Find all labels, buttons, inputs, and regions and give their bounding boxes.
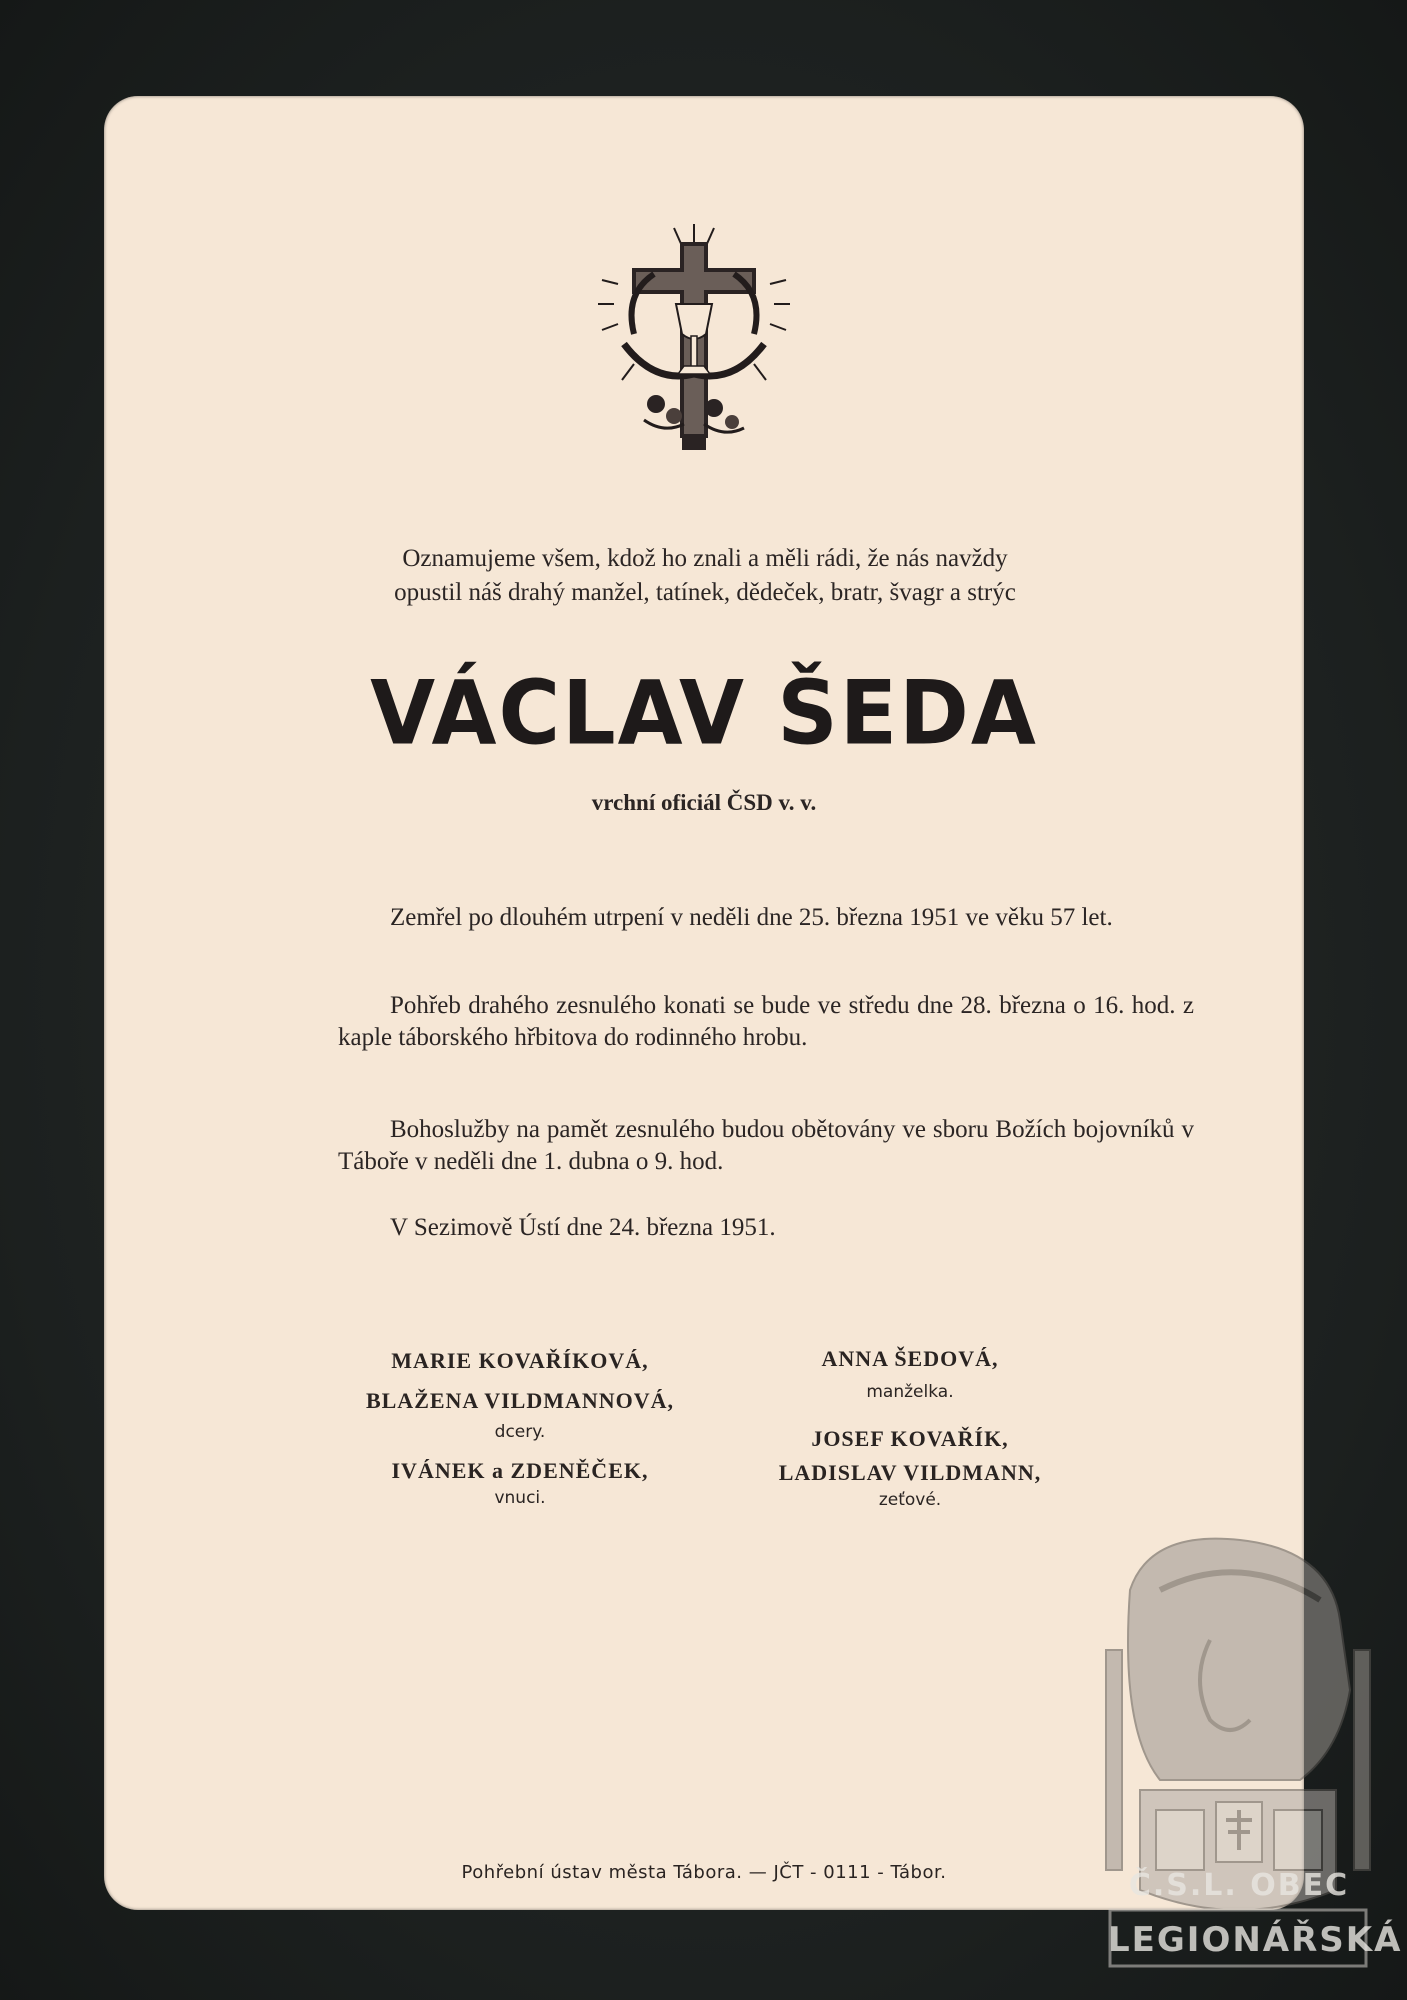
intro-line-1: Oznamujeme všem, kdož ho znali a měli rádi, že nás navždy xyxy=(402,545,1008,572)
signature-role: manželka. xyxy=(866,1382,954,1402)
intro-line-2: opustil náš drahý manžel, tatínek, dědeček, bratr, švagr a strýc xyxy=(394,579,1016,606)
signature-name: IVÁNEK a ZDENĚČEK, xyxy=(391,1458,649,1483)
deceased-title: vrchní oficiál ČSD v. v. xyxy=(591,790,817,815)
signature-name: ANNA ŠEDOVÁ, xyxy=(821,1346,999,1371)
place-date-text: V Sezimově Ústí dne 24. března 1951. xyxy=(390,1214,776,1241)
signature-name: BLAŽENA VILDMANNOVÁ, xyxy=(365,1388,675,1413)
signature-name: LADISLAV VILDMANN, xyxy=(778,1460,1042,1485)
death-text: Zemřel po dlouhém utrpení v neděli dne 25. března 1951 ve věku 57 let. xyxy=(390,904,1113,931)
cross-chalice-emblem-icon xyxy=(594,224,794,454)
funeral-text: Pohřeb drahého zesnulého konati se bude ve středu dne 28. března o 16. hod. z kaple táborského hřbitova do rodinného hrobu. xyxy=(338,992,1194,1051)
signature-name: JOSEF KOVAŘÍK, xyxy=(811,1426,1009,1451)
printer-footer: Pohřební ústav města Tábora. — JČT - 0111 - Tábor. xyxy=(461,1862,947,1883)
service-text: Bohoslužby na pamět zesnulého budou obětovány ve sboru Božích bojovníků v Táboře v neděli dne 1. dubna o 9. hod. xyxy=(338,1116,1194,1175)
signatures-right xyxy=(740,1344,1080,1512)
signatures-left xyxy=(300,1346,740,1510)
deceased-name: VÁCLAV ŠEDA xyxy=(370,661,1038,765)
signature-name: MARIE KOVAŘÍKOVÁ, xyxy=(391,1348,649,1373)
place-date-paragraph xyxy=(338,1212,1194,1244)
signature-role: zeťové. xyxy=(878,1490,942,1510)
legionnaire-logo-icon xyxy=(1100,1530,1403,1970)
death-paragraph xyxy=(338,902,1194,934)
service-paragraph xyxy=(338,1114,1194,1178)
signature-role: vnuci. xyxy=(494,1488,546,1508)
intro-text xyxy=(290,542,1120,610)
signature-role: dcery. xyxy=(494,1422,546,1442)
stamp-line-2: LEGIONÁŘSKÁ xyxy=(1108,1920,1403,1960)
funeral-paragraph xyxy=(338,990,1194,1054)
stamp-line-1: Č.S.L. OBEC xyxy=(1128,1868,1350,1903)
